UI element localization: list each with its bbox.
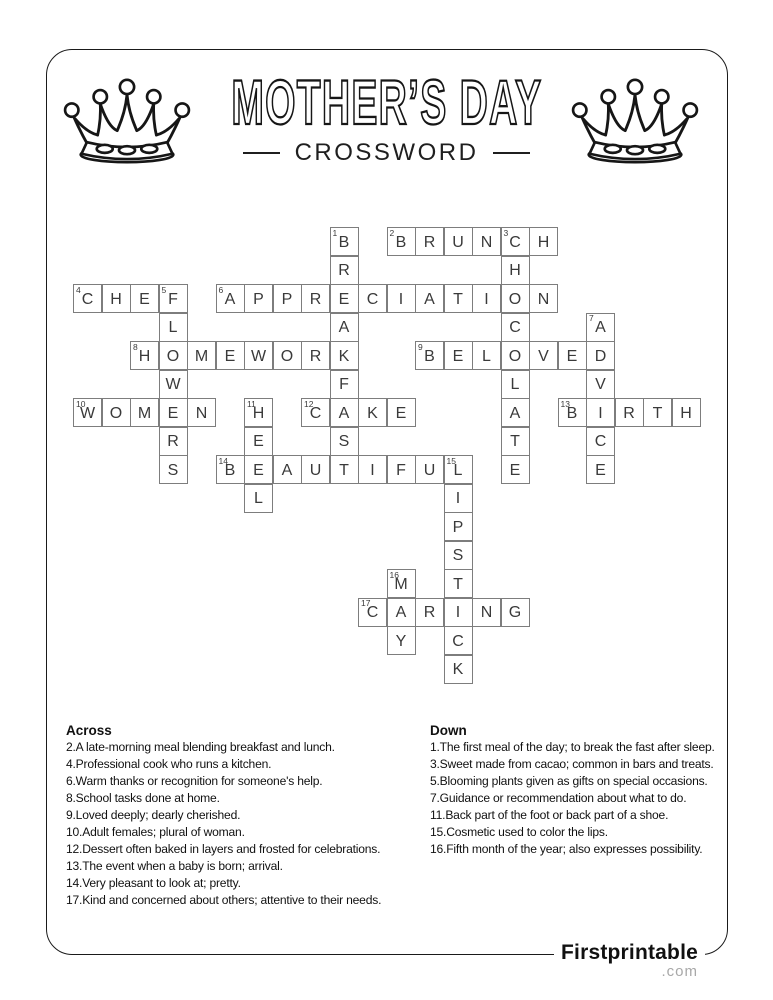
down-clue-list bbox=[430, 739, 720, 858]
clue-item: 15.Cosmetic used to color the lips. bbox=[430, 825, 608, 839]
grid-cell bbox=[444, 484, 473, 513]
cell-letter: C bbox=[366, 290, 379, 308]
clue-number: 14 bbox=[218, 455, 228, 466]
clue-number: 7 bbox=[589, 313, 594, 323]
clue-item: 6.Warm thanks or recognition for someone's help. bbox=[66, 774, 323, 788]
cell-letter: M bbox=[394, 575, 408, 593]
grid-cell bbox=[358, 598, 387, 627]
grid-cell bbox=[159, 455, 188, 484]
cell-letter: O bbox=[508, 347, 522, 365]
clue-item: 16.Fifth month of the year; also expresses possibility. bbox=[430, 842, 703, 856]
cell-letter: V bbox=[595, 376, 606, 393]
cell-letter: I bbox=[398, 290, 404, 308]
grid-cell bbox=[444, 341, 473, 370]
clue-item: 13.The event when a baby is born; arrival. bbox=[66, 859, 283, 873]
subtitle-row bbox=[0, 139, 773, 167]
grid-cell bbox=[501, 427, 530, 456]
cell-letter: F bbox=[168, 290, 178, 308]
grid-cell bbox=[216, 284, 245, 313]
cell-letter: C bbox=[509, 233, 521, 251]
grid-cell bbox=[529, 341, 558, 370]
grid-cell bbox=[330, 341, 359, 370]
grid-cell bbox=[501, 398, 530, 427]
cell-letter: E bbox=[253, 461, 264, 479]
grid-cell bbox=[330, 455, 359, 484]
clue-number: 17 bbox=[361, 598, 371, 608]
grid-cell bbox=[472, 341, 501, 370]
cell-letter: G bbox=[508, 604, 522, 621]
cell-letter: W bbox=[250, 347, 267, 365]
grid-cell bbox=[244, 484, 273, 513]
cell-letter: W bbox=[79, 404, 96, 422]
grid-cell bbox=[159, 370, 188, 399]
grid-cell bbox=[159, 313, 188, 342]
cell-letter: R bbox=[167, 433, 179, 450]
cell-letter: S bbox=[338, 433, 350, 450]
header bbox=[0, 67, 773, 139]
cell-letter: T bbox=[510, 433, 520, 450]
cell-letter: O bbox=[166, 347, 180, 365]
grid-cell bbox=[501, 598, 530, 627]
clue-item: 14.Very pleasant to look at; pretty. bbox=[66, 876, 241, 890]
grid-cell bbox=[415, 598, 444, 627]
down-heading: Down bbox=[430, 723, 467, 738]
cell-letter: I bbox=[455, 604, 461, 621]
grid-cell bbox=[330, 256, 359, 285]
cell-letter: W bbox=[165, 376, 181, 393]
cell-letter: E bbox=[253, 433, 264, 450]
cell-letter: B bbox=[566, 404, 578, 422]
cell-letter: K bbox=[367, 404, 378, 422]
cell-letter: A bbox=[224, 290, 236, 308]
grid-cell bbox=[472, 598, 501, 627]
cell-letter: N bbox=[480, 233, 493, 251]
grid-cell bbox=[586, 398, 615, 427]
cell-letter: H bbox=[138, 347, 151, 365]
cell-letter: A bbox=[338, 319, 350, 336]
grid-cell bbox=[472, 284, 501, 313]
grid-cell bbox=[501, 370, 530, 399]
grid-cell bbox=[301, 455, 330, 484]
crossword-grid bbox=[73, 227, 703, 685]
grid-cell bbox=[529, 227, 558, 256]
grid-cell bbox=[586, 370, 615, 399]
grid-cell bbox=[387, 227, 416, 256]
grid-cell bbox=[586, 341, 615, 370]
cell-letter: N bbox=[480, 604, 493, 621]
grid-cell bbox=[387, 284, 416, 313]
clue-number: 10 bbox=[76, 398, 86, 409]
clue-item: 11.Back part of the foot or back part of a shoe. bbox=[430, 808, 669, 822]
clue-item: 5.Blooming plants given as gifts on special occasions. bbox=[430, 774, 708, 788]
cell-letter: I bbox=[598, 404, 603, 422]
cell-letter: T bbox=[339, 461, 349, 479]
cell-letter: T bbox=[453, 290, 463, 308]
cell-letter: A bbox=[395, 604, 407, 621]
cell-letter: E bbox=[338, 290, 350, 308]
grid-cell bbox=[558, 398, 587, 427]
cell-letter: H bbox=[252, 404, 265, 422]
cell-letter: M bbox=[137, 404, 152, 422]
grid-cell bbox=[529, 284, 558, 313]
cell-letter: H bbox=[537, 233, 550, 251]
clue-number: 1 bbox=[332, 227, 338, 238]
cell-letter: R bbox=[338, 262, 350, 279]
clue-item: 9.Loved deeply; dearly cherished. bbox=[66, 808, 241, 822]
cell-letter: L bbox=[510, 376, 520, 393]
cell-letter: N bbox=[195, 404, 208, 422]
clue-number: 5 bbox=[161, 284, 167, 295]
right-dash-divider bbox=[493, 152, 530, 154]
grid-cell bbox=[102, 398, 131, 427]
grid-cell bbox=[244, 455, 273, 484]
clue-number: 12 bbox=[304, 398, 314, 409]
clue-number: 13 bbox=[560, 398, 570, 409]
cell-letter: U bbox=[423, 461, 436, 479]
cell-letter: U bbox=[452, 233, 464, 251]
grid-cell bbox=[387, 398, 416, 427]
cell-letter: S bbox=[167, 461, 179, 479]
grid-cell bbox=[501, 313, 530, 342]
cell-letter: F bbox=[339, 376, 349, 393]
clue-number: 11 bbox=[247, 398, 256, 409]
grid-cell bbox=[159, 341, 188, 370]
grid-cell bbox=[501, 227, 530, 256]
cell-letter: T bbox=[652, 404, 663, 422]
grid-cell bbox=[501, 341, 530, 370]
cell-letter: L bbox=[254, 490, 263, 507]
grid-cell bbox=[330, 427, 359, 456]
grid-cell bbox=[558, 341, 587, 370]
grid-cell bbox=[73, 398, 102, 427]
clue-item: 1.The first meal of the day; to break the fast after sleep. bbox=[430, 740, 715, 754]
cell-letter: B bbox=[395, 233, 407, 251]
clue-item: 10.Adult females; plural of woman. bbox=[66, 825, 245, 839]
cell-letter: O bbox=[109, 404, 123, 422]
grid-cell bbox=[216, 341, 245, 370]
grid-cell bbox=[73, 284, 102, 313]
cell-letter: A bbox=[338, 404, 350, 422]
cell-letter: R bbox=[423, 233, 436, 251]
clue-item: 12.Dessert often baked in layers and frosted for celebrations. bbox=[66, 842, 381, 856]
across-clue-list bbox=[66, 739, 428, 909]
cell-letter: A bbox=[509, 404, 521, 422]
left-dash-divider bbox=[243, 152, 280, 154]
grid-cell bbox=[415, 227, 444, 256]
grid-cell bbox=[444, 284, 473, 313]
grid-cell bbox=[444, 455, 473, 484]
grid-cell bbox=[159, 427, 188, 456]
grid-cell bbox=[273, 455, 302, 484]
cell-letter: I bbox=[484, 290, 489, 308]
grid-cell bbox=[672, 398, 701, 427]
cell-letter: E bbox=[167, 404, 179, 422]
clue-item: 4.Professional cook who runs a kitchen. bbox=[66, 757, 272, 771]
cell-letter: C bbox=[452, 632, 464, 650]
grid-cell bbox=[187, 398, 216, 427]
grid-cell bbox=[159, 398, 188, 427]
cell-letter: Y bbox=[395, 632, 407, 650]
cell-letter: V bbox=[538, 347, 549, 365]
cell-letter: M bbox=[194, 347, 209, 365]
clue-number: 6 bbox=[218, 284, 224, 295]
clues-across bbox=[66, 722, 428, 909]
cell-letter: L bbox=[453, 461, 463, 479]
clue-item: 8.School tasks done at home. bbox=[66, 791, 220, 805]
cell-letter: D bbox=[594, 347, 607, 365]
cell-letter: R bbox=[309, 290, 322, 308]
grid-cell bbox=[586, 313, 615, 342]
grid-cell bbox=[301, 284, 330, 313]
grid-cell bbox=[415, 455, 444, 484]
grid-cell bbox=[387, 569, 416, 598]
grid-cell bbox=[444, 512, 473, 541]
grid-cell bbox=[244, 341, 273, 370]
cell-letter: T bbox=[453, 575, 463, 593]
grid-cell bbox=[444, 569, 473, 598]
footer-domain: .com bbox=[661, 963, 698, 980]
grid-cell bbox=[273, 284, 302, 313]
grid-cell bbox=[273, 341, 302, 370]
cell-letter: P bbox=[281, 290, 293, 308]
cell-letter: O bbox=[508, 290, 522, 308]
cell-letter: C bbox=[309, 404, 322, 422]
clue-number: 2 bbox=[389, 227, 395, 238]
cell-letter: S bbox=[452, 547, 464, 564]
cell-letter: C bbox=[366, 604, 379, 621]
cell-letter: C bbox=[81, 290, 94, 308]
page-title: MOTHER’S DAY bbox=[230, 67, 542, 139]
grid-cell bbox=[444, 655, 473, 684]
clue-item: 7.Guidance or recommendation about what to do. bbox=[430, 791, 687, 805]
clue-number: 15 bbox=[446, 455, 456, 466]
grid-cell bbox=[501, 284, 530, 313]
grid-cell bbox=[358, 284, 387, 313]
cell-letter: E bbox=[224, 347, 236, 365]
grid-cell bbox=[330, 370, 359, 399]
cell-letter: L bbox=[168, 319, 178, 336]
grid-cell bbox=[187, 341, 216, 370]
cell-letter: P bbox=[452, 518, 464, 536]
cell-letter: H bbox=[110, 290, 122, 308]
cell-letter: H bbox=[680, 404, 692, 422]
clue-item: 17.Kind and concerned about others; attentive to their needs. bbox=[66, 893, 382, 907]
cell-letter: A bbox=[281, 461, 293, 479]
grid-cell bbox=[130, 284, 159, 313]
grid-cell bbox=[130, 341, 159, 370]
grid-cell bbox=[586, 427, 615, 456]
grid-cell bbox=[130, 398, 159, 427]
grid-cell bbox=[358, 398, 387, 427]
cell-letter: E bbox=[395, 404, 407, 422]
grid-cell bbox=[330, 313, 359, 342]
cell-letter: N bbox=[537, 290, 550, 308]
grid-cell bbox=[444, 626, 473, 655]
cell-letter: B bbox=[338, 233, 350, 251]
cell-letter: B bbox=[224, 461, 236, 479]
across-heading: Across bbox=[66, 723, 112, 738]
cell-letter: B bbox=[424, 347, 435, 365]
grid-cell bbox=[615, 398, 644, 427]
cell-letter: I bbox=[455, 490, 461, 507]
grid-cell bbox=[301, 398, 330, 427]
cell-letter: R bbox=[623, 404, 635, 422]
clue-number: 4 bbox=[76, 284, 81, 295]
grid-cell bbox=[102, 284, 131, 313]
cell-letter: C bbox=[509, 319, 521, 336]
clues-down bbox=[430, 722, 720, 858]
clue-number: 16 bbox=[389, 569, 399, 580]
cell-letter: O bbox=[280, 347, 294, 365]
grid-cell bbox=[415, 341, 444, 370]
footer-brand: Firstprintable bbox=[554, 941, 705, 965]
clue-number: 3 bbox=[503, 227, 509, 238]
grid-cell bbox=[358, 455, 387, 484]
grid-cell bbox=[216, 455, 245, 484]
grid-cell bbox=[330, 398, 359, 427]
cell-letter: L bbox=[482, 347, 491, 365]
grid-cell bbox=[444, 541, 473, 570]
clue-number: 9 bbox=[418, 341, 423, 352]
grid-cell bbox=[387, 455, 416, 484]
grid-cell bbox=[387, 598, 416, 627]
cell-letter: U bbox=[309, 461, 322, 479]
cell-letter: C bbox=[594, 433, 607, 450]
grid-cell bbox=[244, 427, 273, 456]
grid-cell bbox=[415, 284, 444, 313]
cell-letter: I bbox=[370, 461, 375, 479]
grid-cell bbox=[244, 398, 273, 427]
cell-letter: R bbox=[309, 347, 322, 365]
grid-cell bbox=[387, 626, 416, 655]
page-subtitle: CROSSWORD bbox=[294, 139, 479, 166]
cell-letter: F bbox=[396, 461, 406, 479]
cell-letter: E bbox=[139, 290, 150, 308]
grid-cell bbox=[501, 455, 530, 484]
cell-letter: K bbox=[452, 661, 464, 678]
grid-cell bbox=[159, 284, 188, 313]
grid-cell bbox=[444, 598, 473, 627]
grid-cell bbox=[330, 284, 359, 313]
clue-number: 8 bbox=[133, 341, 138, 352]
clue-item: 2.A late-morning meal blending breakfast and lunch. bbox=[66, 740, 335, 754]
cell-letter: A bbox=[424, 290, 435, 308]
cell-letter: K bbox=[338, 347, 350, 365]
grid-cell bbox=[301, 341, 330, 370]
grid-cell bbox=[472, 227, 501, 256]
cell-letter: R bbox=[423, 604, 436, 621]
cell-letter: E bbox=[566, 347, 578, 365]
cell-letter: E bbox=[452, 347, 464, 365]
cell-letter: E bbox=[509, 461, 521, 479]
grid-cell bbox=[244, 284, 273, 313]
grid-cell bbox=[586, 455, 615, 484]
grid-cell bbox=[643, 398, 672, 427]
grid-cell bbox=[501, 256, 530, 285]
cell-letter: P bbox=[253, 290, 264, 308]
grid-cell bbox=[444, 227, 473, 256]
cell-letter: A bbox=[595, 319, 606, 336]
grid-cell bbox=[330, 227, 359, 256]
cell-letter: E bbox=[595, 461, 606, 479]
clue-item: 3.Sweet made from cacao; common in bars and treats. bbox=[430, 757, 714, 771]
cell-letter: H bbox=[509, 262, 521, 279]
